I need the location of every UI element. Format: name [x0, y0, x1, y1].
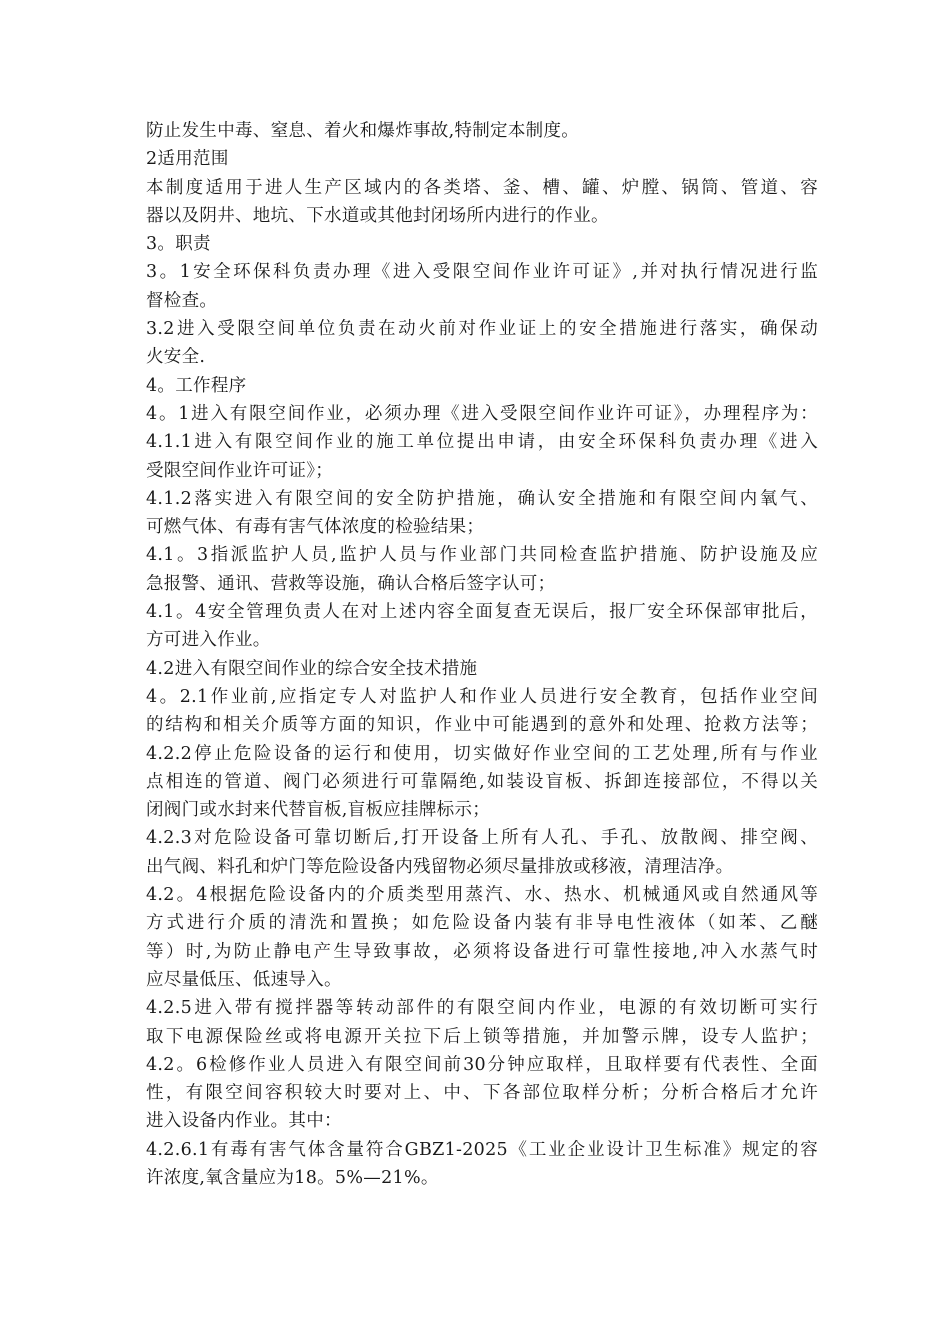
document-text-line: 4.1。4安全管理负责人在对上述内容全面复查无误后，报厂安全环保部审批后，	[146, 602, 818, 623]
document-text-line: 应尽量低压、低速导入。	[146, 969, 342, 990]
document-text-line: 闭阀门或水封来代替盲板,盲板应挂牌标示；	[146, 800, 491, 821]
document-text-line: 4.2。4根据危险设备内的介质类型用蒸汽、水、热水、机械通风或自然通风等	[146, 885, 818, 906]
document-text-line: 4。2.1作业前,应指定专人对监护人和作业人员进行安全教育，包括作业空间	[146, 686, 818, 707]
document-text-line: 3.2进入受限空间单位负责在动火前对作业证上的安全措施进行落实，确保动	[146, 319, 818, 340]
document-text-line: 4.1。3指派监护人员,监护人员与作业部门共同检查监护措施、防护设施及应	[146, 545, 818, 566]
document-text-line: 督检查。	[146, 290, 218, 311]
document-text-line: 急报警、通讯、营救等设施，确认合格后签字认可；	[146, 573, 556, 594]
document-text-line: 器以及阴井、地坑、下水道或其他封闭场所内进行的作业。	[146, 205, 609, 226]
document-text-line: 许浓度,氧含量应为18。5%—21%。	[146, 1167, 439, 1188]
document-text-line: 4.2.2停止危险设备的运行和使用，切实做好作业空间的工艺处理,所有与作业	[146, 743, 818, 764]
document-text-line: 等）时,为防止静电产生导致事故，必须将设备进行可靠性接地,冲入水蒸气时	[146, 941, 818, 962]
document-text-line: 受限空间作业许可证》；	[146, 460, 334, 481]
document-text-line: 4.2.3对危险设备可靠切断后,打开设备上所有人孔、手孔、放散阀、排空阀、	[146, 828, 818, 849]
document-text-line: 可燃气体、有毒有害气体浓度的检验结果；	[146, 517, 485, 538]
document-text-line: 方式进行介质的清洗和置换；如危险设备内装有非导电性液体（如苯、乙醚	[146, 913, 818, 934]
document-text-line: 3。职责	[146, 234, 211, 255]
document-text-line: 4。工作程序	[146, 375, 247, 396]
document-text-line: 4.1.1进入有限空间作业的施工单位提出申请，由安全环保科负责办理《进入	[146, 432, 818, 453]
document-text-line: 4.1.2落实进入有限空间的安全防护措施，确认安全措施和有限空间内氧气、	[146, 488, 818, 509]
document-text-line: 4.2进入有限空间作业的综合安全技术措施	[146, 658, 478, 679]
document-text-line: 防止发生中毒、窒息、着火和爆炸事故,特制定本制度。	[146, 121, 580, 141]
document-text-line: 性，有限空间容积较大时要对上、中、下各部位取样分析；分析合格后才允许	[146, 1083, 818, 1104]
document-text-line: 取下电源保险丝或将电源开关拉下后上锁等措施，并加警示牌，设专人监护；	[146, 1026, 818, 1047]
document-text-line: 火安全.	[146, 347, 206, 368]
document-text-line: 点相连的管道、阀门必须进行可靠隔绝,如装设盲板、拆卸连接部位，不得以关	[146, 771, 818, 792]
document-text-line: 4.2。6检修作业人员进入有限空间前30分钟应取样，且取样要有代表性、全面	[146, 1054, 818, 1075]
document-text-line: 方可进入作业。	[146, 630, 271, 651]
document-text-line: 进入设备内作业。其中：	[146, 1111, 342, 1132]
document-text-line: 4.2.5进入带有搅拌器等转动部件的有限空间内作业，电源的有效切断可实行	[146, 998, 818, 1019]
document-text-line: 4.2.6.1有毒有害气体含量符合GBZ1-2025《工业企业设计卫生标准》规定的容	[146, 1139, 818, 1160]
document-text-line: 4。1进入有限空间作业，必须办理《进入受限空间作业许可证》，办理程序为：	[146, 403, 818, 424]
document-body	[146, 117, 818, 1192]
document-text-line: 的结构和相关介质等方面的知识，作业中可能遇到的意外和处理、抢救方法等；	[146, 715, 818, 736]
document-text-line: 出气阀、料孔和炉门等危险设备内残留物必须尽量排放或移液，清理洁净。	[146, 856, 734, 877]
document-text-line: 2适用范围	[146, 149, 229, 170]
document-text-line: 本制度适用于进人生产区域内的各类塔、釜、槽、罐、炉膛、锅筒、管道、容	[146, 177, 818, 198]
document-text-line: 3。1安全环保科负责办理《进入受限空间作业许可证》,并对执行情况进行监	[146, 262, 818, 283]
